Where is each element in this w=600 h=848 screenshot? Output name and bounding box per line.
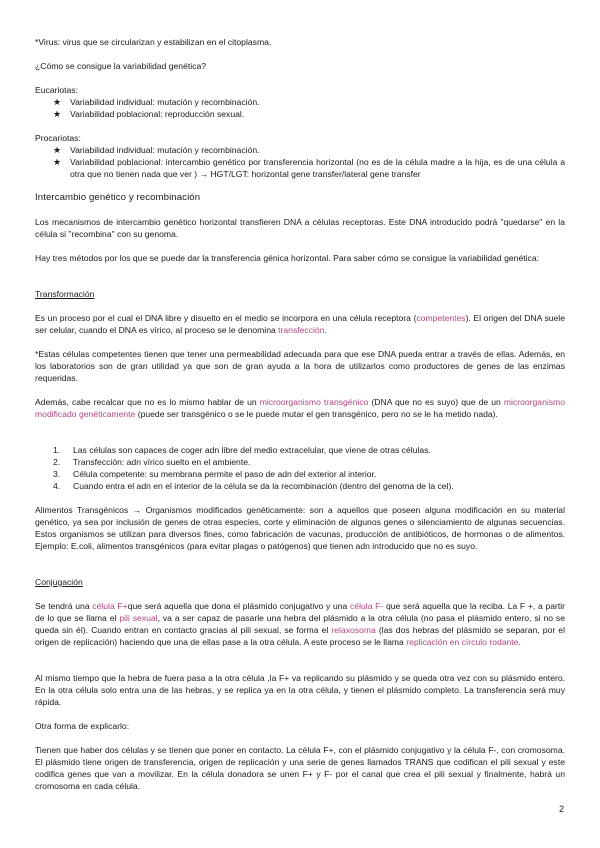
- eucariotas-heading: Eucariotas:: [35, 85, 78, 95]
- conjugacion-paragraph-3: Otra forma de explicarlo:: [35, 721, 130, 731]
- list-item: 1. Las células son capaces de coger adn libre del medio extracelular, que viene de otras células.: [53, 445, 431, 455]
- list-item: 2. Transfección: adn vírico suelto en el ambiente.: [53, 457, 251, 467]
- transformacion-paragraph-2: *Estas células competentes tienen que tener una permeabilidad adecuada para que ese DNA pueda entrar a través de ellas. Además, en los laboratorios son de gran utilidad ya que son de gran ayuda a la hora de utilizarlos como productores de genes de las enzimas requeridas.: [35, 349, 565, 383]
- conjugacion-heading: Conjugación: [35, 577, 83, 587]
- star-bullet-icon: ★: [53, 109, 62, 119]
- star-bullet-icon: ★: [53, 145, 62, 155]
- list-item: 3. Célula competente: su membrana permite el paso de adn del exterior al interior.: [53, 469, 377, 479]
- list-item: 4. Cuando entra el adn en el interior de la célula se da la recombinación (dentro del genoma de la cel).: [53, 481, 454, 491]
- variability-question: ¿Cómo se consigue la variabilidad genética?: [35, 61, 207, 71]
- section-title: Intercambio genético y recombinación: [35, 192, 201, 203]
- transformacion-steps: [53, 444, 565, 492]
- intro-paragraph-1: Los mecanismos de intercambio genético horizontal transfieren DNA a células receptoras. Este DNA introducido podrá "quedarse" en la célula si "recombina" con su genoma.: [35, 217, 565, 239]
- conjugacion-paragraph-2: Al mismo tiempo que la hebra de fuera pasa a la otra célula ,la F+ va replicando su plásmido y se queda otra vez con su plásmido entero. En la otra célula solo entra una de las hebras, y se replica ya en la otra célula, y tienen el plásmido completo. La transferencia será muy rápida.: [35, 673, 565, 707]
- procariotas-heading: Procariotas:: [35, 133, 81, 143]
- page-number: 2: [558, 804, 564, 814]
- transformacion-paragraph-1: Es un proceso por el cual el DNA libre y disuelto en el medio se incorpora en una célula receptora (competentes). El origen del DNA suele ser celular, cuando el DNA es vírico, al proceso se le denomina transfección.: [35, 313, 565, 335]
- star-bullet-icon: ★: [53, 97, 62, 107]
- star-bullet-icon: ★: [53, 157, 62, 167]
- list-item: ★ Variabilidad individual: mutación y recombinación.: [53, 145, 260, 155]
- intro-paragraph-2: Hay tres métodos por los que se puede dar la transferencia génica horizontal. Para saber cómo se consigue la variabilidad genética:: [35, 253, 539, 263]
- transformacion-heading: Transformación: [35, 289, 95, 299]
- conjugacion-paragraph-1: Se tendrá una célula F+que será aquella que dona el plásmido conjugativo y una célula F- que será aquella que la reciba. La F +, a partir de lo que se llama el pili sexual, va a ser capaz de pasarle una hebra del plásmido a la otra célula (no pasa el plásmido entero, si no se queda sin él). Cuando entran en contacto gracias al pili sexual, se forma el relaxosoma (las dos hebras del plásmido se separan, por el origen de replicación) haciendo que una de ellas pase a la otra célula. A este proceso se le llama replicación en círculo rodante.: [35, 601, 566, 647]
- transgenicos-paragraph: Alimentos Transgénicos → Organismos modificados genéticamente: son a aquellos que poseen alguna modificación en su material genético, ya sea por inclusión de genes de otras especies, corte y eliminación de algunos genes o silenciamiento de algunas secuencias. Estos organismos se utilizan para diversos fines, como fabricación de vacunas, producción de antibióticos, de hormonas o de alimentos. Ejemplo: E.coli, alimentos transgénicos (para evitar plagas o patógenos) que tienen adn introducido que no es suyo.: [35, 505, 565, 551]
- list-item: ★ Variabilidad individual: mutación y recombinación.: [53, 97, 260, 107]
- list-item: ★ Variabilidad poblacional: intercambio genético por transferencia horizontal (no es de la célula madre a la hija, es de una célula a otra que no tienen nada que ver ) → HGT/LGT: horizontal gene transfer/lateral gene transfer: [53, 157, 565, 179]
- transformacion-paragraph-3: Además, cabe recalcar que no es lo mismo hablar de un microorganismo transgénico (DNA que no es suyo) que de un microorganismo modificado genéticamente (puede ser transgénico o se le puede mutar el gen transgénico, pero no se le ha metido nada).: [35, 397, 565, 419]
- eucariotas-list: [53, 96, 565, 120]
- virus-note: *Virus: virus que se circularizan y estabilizan en el citoplasma.: [35, 37, 272, 47]
- procariotas-list: [53, 144, 565, 180]
- conjugacion-paragraph-4: Tienen que haber dos células y se tienen que poner en contacto. La célula F+, con el plásmido conjugativo y la célula F-, con cromosoma. El plásmido tiene origen de transferencia, origen de replicación y una serie de genes llamados TRANS que codifican el pili sexual y este codifica genes que van a movilizar. En la célula donadora se unen F+ y F- por el canal que crea el pili sexual y finalmente, habrá un cromosoma en cada célula.: [35, 745, 565, 791]
- list-item: ★ Variabilidad poblacional: reproducción sexual.: [53, 109, 245, 119]
